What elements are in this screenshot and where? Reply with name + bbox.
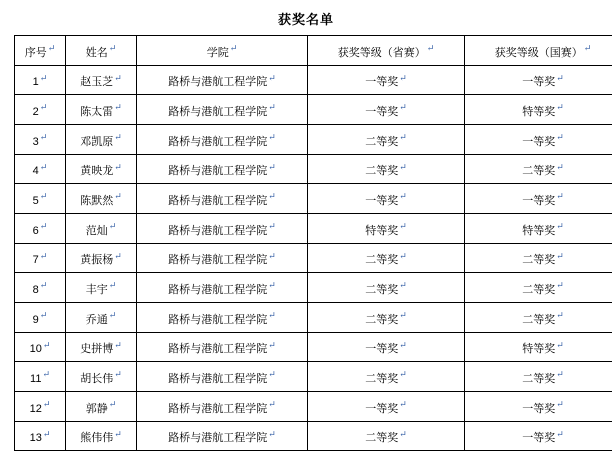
paragraph-mark-icon: ↵ [109, 221, 117, 231]
cell-name-value: 胡长伟 [80, 367, 113, 391]
cell-name-value: 赵玉芝 [80, 70, 113, 94]
cell-national-award [465, 213, 612, 243]
cell-province-award-value: 一等奖 [365, 189, 398, 213]
cell-province-award [308, 243, 465, 273]
page-title: 获奖名单 [0, 9, 612, 28]
cell-college-value: 路桥与港航工程学院 [168, 308, 267, 332]
cell-index-value: 11 [30, 367, 41, 391]
cell-index [15, 302, 66, 332]
paragraph-mark-icon: ↵ [268, 310, 276, 320]
column-header-province-award-label: 获奖等级（省赛） [338, 41, 426, 65]
cell-name-value: 邓凯原 [80, 130, 113, 154]
paragraph-mark-icon: ↵ [556, 280, 564, 290]
paragraph-mark-icon: ↵ [556, 310, 564, 320]
cell-national-award [465, 391, 612, 421]
cell-college-value: 路桥与港航工程学院 [168, 100, 267, 124]
cell-index [15, 124, 66, 154]
paragraph-mark-icon: ↵ [556, 132, 564, 142]
cell-province-award-value: 一等奖 [365, 70, 398, 94]
paragraph-mark-icon: ↵ [556, 369, 564, 379]
paragraph-mark-icon: ↵ [114, 340, 122, 350]
column-header-index-label: 序号 [25, 41, 47, 65]
paragraph-mark-icon: ↵ [109, 310, 117, 320]
cell-college [137, 65, 308, 95]
column-header-college-label: 学院 [207, 41, 229, 65]
cell-name-value: 郭静 [86, 397, 108, 421]
column-header-province-award [308, 36, 465, 66]
paragraph-mark-icon: ↵ [40, 221, 48, 231]
cell-name-value: 黄映龙 [80, 159, 113, 183]
cell-province-award [308, 302, 465, 332]
cell-college [137, 362, 308, 392]
cell-national-award [465, 243, 612, 273]
paragraph-mark-icon: ↵ [399, 102, 407, 112]
cell-college [137, 421, 308, 451]
cell-province-award [308, 65, 465, 95]
cell-name-value: 黄振杨 [80, 248, 113, 272]
cell-index-value: 6 [33, 219, 39, 243]
paragraph-mark-icon: ↵ [556, 73, 564, 83]
cell-college-value: 路桥与港航工程学院 [168, 278, 267, 302]
column-header-national-award-label: 获奖等级（国赛） [495, 41, 583, 65]
column-header-name [66, 36, 137, 66]
cell-college-value: 路桥与港航工程学院 [168, 159, 267, 183]
column-header-national-award [465, 36, 612, 66]
paragraph-mark-icon: ↵ [268, 429, 276, 439]
paragraph-mark-icon: ↵ [40, 191, 48, 201]
cell-national-award-value: 特等奖 [522, 100, 555, 124]
table-row [15, 362, 612, 392]
paragraph-mark-icon: ↵ [40, 73, 48, 83]
paragraph-mark-icon: ↵ [399, 310, 407, 320]
cell-province-award-value: 特等奖 [365, 219, 398, 243]
cell-name [66, 302, 137, 332]
cell-index-value: 3 [33, 130, 39, 154]
document-page [0, 9, 612, 410]
paragraph-mark-icon: ↵ [399, 251, 407, 261]
cell-national-award-value: 特等奖 [522, 337, 555, 361]
cell-national-award [465, 332, 612, 362]
cell-college [137, 124, 308, 154]
cell-province-award-value: 一等奖 [365, 337, 398, 361]
cell-province-award-value: 一等奖 [365, 397, 398, 421]
paragraph-mark-icon: ↵ [268, 399, 276, 409]
cell-province-award [308, 332, 465, 362]
cell-college [137, 213, 308, 243]
cell-name-value: 丰宇 [86, 278, 108, 302]
cell-national-award [465, 273, 612, 303]
paragraph-mark-icon: ↵ [556, 162, 564, 172]
cell-national-award-value: 二等奖 [522, 308, 555, 332]
table-body [15, 65, 612, 451]
cell-index-value: 7 [33, 248, 39, 272]
paragraph-mark-icon: ↵ [268, 162, 276, 172]
cell-name [66, 213, 137, 243]
cell-province-award [308, 421, 465, 451]
cell-college [137, 154, 308, 184]
column-header-name-label: 姓名 [86, 41, 108, 65]
cell-index-value: 4 [33, 159, 39, 183]
cell-name-value: 范灿 [86, 219, 108, 243]
cell-index [15, 213, 66, 243]
cell-college-value: 路桥与港航工程学院 [168, 189, 267, 213]
table-row [15, 213, 612, 243]
cell-index [15, 95, 66, 125]
cell-national-award-value: 一等奖 [522, 189, 555, 213]
paragraph-mark-icon: ↵ [114, 429, 122, 439]
cell-name-value: 史拼博 [80, 337, 113, 361]
paragraph-mark-icon: ↵ [40, 132, 48, 142]
table-row [15, 243, 612, 273]
column-header-college [137, 36, 308, 66]
cell-national-award [465, 302, 612, 332]
cell-college-value: 路桥与港航工程学院 [168, 70, 267, 94]
paragraph-mark-icon: ↵ [114, 73, 122, 83]
cell-national-award [465, 95, 612, 125]
table-row [15, 95, 612, 125]
cell-name [66, 184, 137, 214]
cell-name [66, 273, 137, 303]
paragraph-mark-icon: ↵ [114, 132, 122, 142]
paragraph-mark-icon: ↵ [556, 102, 564, 112]
table-row [15, 154, 612, 184]
paragraph-mark-icon: ↵ [556, 429, 564, 439]
cell-province-award-value: 二等奖 [365, 308, 398, 332]
paragraph-mark-icon: ↵ [40, 162, 48, 172]
cell-province-award-value: 二等奖 [365, 367, 398, 391]
paragraph-mark-icon: ↵ [230, 43, 238, 53]
paragraph-mark-icon: ↵ [584, 43, 592, 53]
cell-college [137, 243, 308, 273]
cell-name-value: 陈默然 [80, 189, 113, 213]
cell-college-value: 路桥与港航工程学院 [168, 337, 267, 361]
paragraph-mark-icon: ↵ [399, 132, 407, 142]
cell-name-value: 陈太雷 [80, 100, 113, 124]
table-row [15, 124, 612, 154]
paragraph-mark-icon: ↵ [268, 340, 276, 350]
cell-province-award [308, 124, 465, 154]
cell-index [15, 421, 66, 451]
cell-province-award-value: 一等奖 [365, 100, 398, 124]
cell-name [66, 243, 137, 273]
cell-national-award-value: 特等奖 [522, 219, 555, 243]
paragraph-mark-icon: ↵ [114, 102, 122, 112]
table-row [15, 184, 612, 214]
cell-national-award-value: 一等奖 [522, 397, 555, 421]
cell-index [15, 154, 66, 184]
cell-name [66, 391, 137, 421]
cell-index-value: 1 [33, 70, 39, 94]
cell-index [15, 391, 66, 421]
cell-college [137, 273, 308, 303]
cell-name [66, 124, 137, 154]
cell-index [15, 65, 66, 95]
cell-national-award-value: 一等奖 [522, 130, 555, 154]
paragraph-mark-icon: ↵ [43, 340, 51, 350]
paragraph-mark-icon: ↵ [40, 310, 48, 320]
cell-province-award [308, 213, 465, 243]
cell-index-value: 13 [30, 426, 42, 450]
cell-index-value: 10 [30, 337, 42, 361]
paragraph-mark-icon: ↵ [114, 251, 122, 261]
table-header [15, 36, 612, 66]
cell-college-value: 路桥与港航工程学院 [168, 367, 267, 391]
paragraph-mark-icon: ↵ [556, 191, 564, 201]
cell-index-value: 8 [33, 278, 39, 302]
paragraph-mark-icon: ↵ [42, 369, 50, 379]
cell-index-value: 9 [33, 308, 39, 332]
cell-province-award-value: 二等奖 [365, 159, 398, 183]
cell-college-value: 路桥与港航工程学院 [168, 426, 267, 450]
paragraph-mark-icon: ↵ [399, 340, 407, 350]
cell-national-award [465, 362, 612, 392]
paragraph-mark-icon: ↵ [109, 43, 117, 53]
paragraph-mark-icon: ↵ [556, 340, 564, 350]
cell-national-award-value: 二等奖 [522, 367, 555, 391]
paragraph-mark-icon: ↵ [556, 399, 564, 409]
cell-name-value: 乔通 [86, 308, 108, 332]
cell-name [66, 154, 137, 184]
paragraph-mark-icon: ↵ [114, 369, 122, 379]
cell-index [15, 243, 66, 273]
paragraph-mark-icon: ↵ [399, 280, 407, 290]
table-row [15, 421, 612, 451]
paragraph-mark-icon: ↵ [109, 280, 117, 290]
table-row [15, 65, 612, 95]
paragraph-mark-icon: ↵ [399, 191, 407, 201]
paragraph-mark-icon: ↵ [427, 43, 435, 53]
cell-college [137, 391, 308, 421]
cell-index [15, 273, 66, 303]
paragraph-mark-icon: ↵ [114, 162, 122, 172]
paragraph-mark-icon: ↵ [556, 221, 564, 231]
paragraph-mark-icon: ↵ [268, 132, 276, 142]
paragraph-mark-icon: ↵ [268, 191, 276, 201]
cell-index-value: 2 [33, 100, 39, 124]
cell-college-value: 路桥与港航工程学院 [168, 219, 267, 243]
table-header-row [15, 36, 612, 66]
cell-province-award-value: 二等奖 [365, 426, 398, 450]
cell-index [15, 332, 66, 362]
paragraph-mark-icon: ↵ [268, 73, 276, 83]
cell-name [66, 332, 137, 362]
paragraph-mark-icon: ↵ [109, 399, 117, 409]
cell-name [66, 95, 137, 125]
paragraph-mark-icon: ↵ [399, 399, 407, 409]
paragraph-mark-icon: ↵ [43, 399, 51, 409]
paragraph-mark-icon: ↵ [399, 162, 407, 172]
paragraph-mark-icon: ↵ [48, 43, 56, 53]
cell-province-award [308, 184, 465, 214]
cell-province-award [308, 154, 465, 184]
cell-college [137, 302, 308, 332]
cell-province-award [308, 273, 465, 303]
cell-province-award-value: 二等奖 [365, 130, 398, 154]
cell-index [15, 362, 66, 392]
cell-national-award [465, 154, 612, 184]
paragraph-mark-icon: ↵ [40, 102, 48, 112]
cell-national-award-value: 二等奖 [522, 248, 555, 272]
cell-college [137, 95, 308, 125]
paragraph-mark-icon: ↵ [399, 221, 407, 231]
paragraph-mark-icon: ↵ [268, 221, 276, 231]
cell-name [66, 65, 137, 95]
cell-index-value: 12 [30, 397, 42, 421]
cell-national-award [465, 184, 612, 214]
cell-province-award [308, 362, 465, 392]
cell-national-award [465, 124, 612, 154]
table-row [15, 332, 612, 362]
cell-national-award-value: 二等奖 [522, 278, 555, 302]
cell-name [66, 362, 137, 392]
paragraph-mark-icon: ↵ [268, 369, 276, 379]
cell-index [15, 184, 66, 214]
cell-college [137, 332, 308, 362]
award-table-wrapper [0, 35, 612, 451]
column-header-index [15, 36, 66, 66]
cell-national-award-value: 一等奖 [522, 426, 555, 450]
cell-province-award-value: 二等奖 [365, 278, 398, 302]
paragraph-mark-icon: ↵ [40, 251, 48, 261]
paragraph-mark-icon: ↵ [399, 369, 407, 379]
cell-national-award [465, 65, 612, 95]
table-row [15, 391, 612, 421]
paragraph-mark-icon: ↵ [268, 280, 276, 290]
paragraph-mark-icon: ↵ [399, 429, 407, 439]
paragraph-mark-icon: ↵ [43, 429, 51, 439]
cell-national-award-value: 一等奖 [522, 70, 555, 94]
paragraph-mark-icon: ↵ [399, 73, 407, 83]
cell-name [66, 421, 137, 451]
paragraph-mark-icon: ↵ [114, 191, 122, 201]
cell-college [137, 184, 308, 214]
cell-national-award [465, 421, 612, 451]
cell-province-award [308, 95, 465, 125]
paragraph-mark-icon: ↵ [268, 102, 276, 112]
paragraph-mark-icon: ↵ [268, 251, 276, 261]
cell-province-award-value: 二等奖 [365, 248, 398, 272]
cell-province-award [308, 391, 465, 421]
cell-index-value: 5 [33, 189, 39, 213]
paragraph-mark-icon: ↵ [40, 280, 48, 290]
cell-college-value: 路桥与港航工程学院 [168, 130, 267, 154]
paragraph-mark-icon: ↵ [556, 251, 564, 261]
table-row [15, 273, 612, 303]
cell-college-value: 路桥与港航工程学院 [168, 397, 267, 421]
table-row [15, 302, 612, 332]
cell-name-value: 熊伟伟 [80, 426, 113, 450]
cell-national-award-value: 二等奖 [522, 159, 555, 183]
award-table [14, 35, 612, 451]
cell-college-value: 路桥与港航工程学院 [168, 248, 267, 272]
